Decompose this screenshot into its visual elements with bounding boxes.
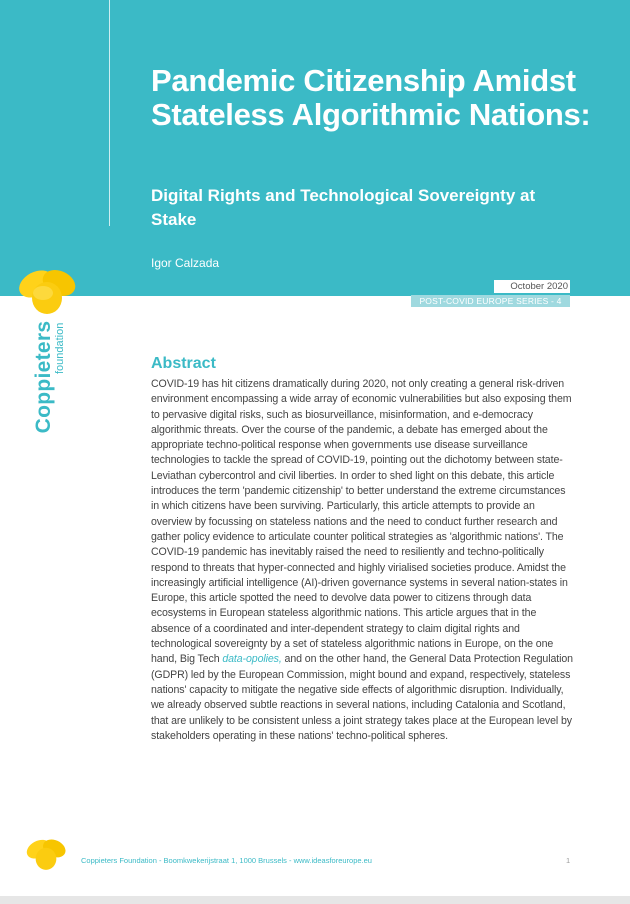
date-tag: October 2020 [494,280,570,293]
document-author: Igor Calzada [151,256,220,270]
document-title: Pandemic Citizenship Amidst Stateless Algorithmic Nations: [151,63,591,132]
title-banner [0,0,630,296]
logo-name: Coppieters [32,320,55,434]
logo-subtitle: foundation [54,322,66,375]
page-bottom-edge [0,896,630,904]
footer-flower-logo-icon [24,834,68,874]
abstract-text-part-1: COVID-19 has hit citizens dramatically during 2020, not only creating a general risk-driven environment encompassing a wide array of economic vulnerabilities but also exposing them to pervasive digital risks, such as biosurveillance, misinformation, and e-democracy algorithmic threats. Over the course of the pandemic, a debate has emerged about the appropriate techno-political response when governments use disease surveillance technologies to tackle the spread of COVID-19, pointing out the dichotomy between state-Leviathan cybercontrol and civil liberties. In order to shed light on this debate, this article introduces the term 'pandemic citizenship' to better understand the extreme circumstances in which citizens have been surviving. Particularly, this article attempts to provide an overview by focussing on stateless nations and the need to conduct further research and gather policy evidence to articulate counter political strategies as 'algorithmic nations'. The COVID-19 pandemic has inevitably raised the need to resiliently and techno-politically respond to threats that hyper-connected and highly virialised societies produce. Amidst the increasingly artificial intelligence (AI)-driven governance systems in several nation-states in Europe, this article spotted the need to devolve data power to citizens through data ecosystems in European stateless algorithmic nations. This article argues that in the absence of a coordinated and inter-dependent strategy to claim digital rights and technological sovereignty by a set of stateless algorithmic nations in Europe, on the one hand, Big Tech [151,378,572,666]
abstract-heading: Abstract [151,355,216,372]
banner-divider-line [109,0,110,226]
abstract-text-part-2: and on the other hand, the General Data Protection Regulation (GDPR) led by the European Commission, might bound and expand, respectively, stateless nations' capacity to mitigate the negative side effects of algorithmic disruption. Individually, we already observed subtle reactions in several nations, including Catalonia and Scotland, that are unlikely to be consistent unless a joint strategy takes place at the European level by stakeholders operating in these nations' techno-political spheres. [151,653,573,742]
yellow-flower-logo-icon [16,262,78,320]
footer-contact: Coppieters Foundation - Boomkwekerijstraat 1, 1000 Brussels - www.ideasforeurope.eu [81,856,372,865]
abstract-text [151,377,576,744]
page-number: 1 [566,856,571,865]
series-tag: POST-COVID EUROPE SERIES - 4 [411,295,570,307]
foundation-logo-wordmark [34,321,66,434]
abstract-emphasis: data-opolies, [222,653,282,666]
document-subtitle: Digital Rights and Technological Sovereignty at Stake [151,186,536,229]
